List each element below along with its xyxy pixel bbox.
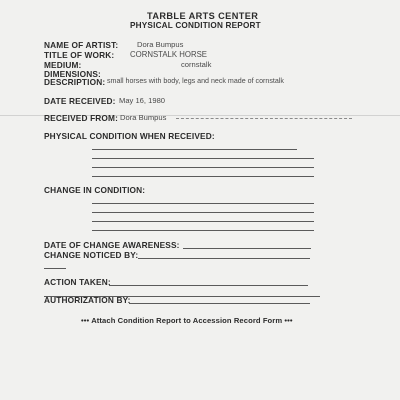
authorization-label: AUTHORIZATION BY:	[44, 295, 131, 305]
short-divider	[44, 268, 66, 269]
condition-label: PHYSICAL CONDITION WHEN RECEIVED:	[44, 131, 215, 141]
authorization-line	[129, 303, 310, 304]
received-from-line	[176, 118, 352, 119]
change-label: CHANGE IN CONDITION:	[44, 185, 146, 195]
work-value: CORNSTALK HORSE	[130, 50, 207, 59]
artist-label: NAME OF ARTIST:	[44, 40, 119, 50]
received-from-value: Dora Bumpus	[120, 113, 167, 122]
change-line-1	[92, 203, 314, 204]
org-name: TARBLE ARTS CENTER	[147, 11, 259, 21]
condition-line-2	[92, 158, 314, 159]
artist-value: Dora Bumpus	[137, 40, 184, 49]
condition-line-4	[92, 176, 314, 177]
awareness-line	[183, 248, 311, 249]
condition-line-1	[92, 149, 297, 150]
report-title: PHYSICAL CONDITION REPORT	[130, 21, 261, 30]
noticed-label: CHANGE NOTICED BY:	[44, 250, 139, 260]
received-from-label: RECEIVED FROM:	[44, 113, 119, 123]
noticed-line	[138, 258, 310, 259]
medium-value: cornstalk	[181, 60, 212, 69]
action-label: ACTION TAKEN:	[44, 277, 111, 287]
date-received-value: May 16, 1980	[119, 96, 166, 105]
footer-note: ••• Attach Condition Report to Accession Record Form •••	[81, 316, 293, 325]
change-line-4	[92, 230, 314, 231]
description-value: small horses with body, legs and neck made of cornstalk	[107, 77, 284, 85]
medium-label: MEDIUM:	[44, 60, 82, 70]
awareness-label: DATE OF CHANGE AWARENESS:	[44, 240, 180, 250]
action-line-1	[109, 285, 308, 286]
description-label: DESCRIPTION:	[44, 77, 106, 87]
dimensions-label: DIMENSIONS:	[44, 69, 101, 79]
change-line-2	[92, 212, 314, 213]
work-label: TITLE OF WORK:	[44, 50, 115, 60]
condition-line-3	[92, 167, 314, 168]
date-received-label: DATE RECEIVED:	[44, 96, 116, 106]
change-line-3	[92, 221, 314, 222]
